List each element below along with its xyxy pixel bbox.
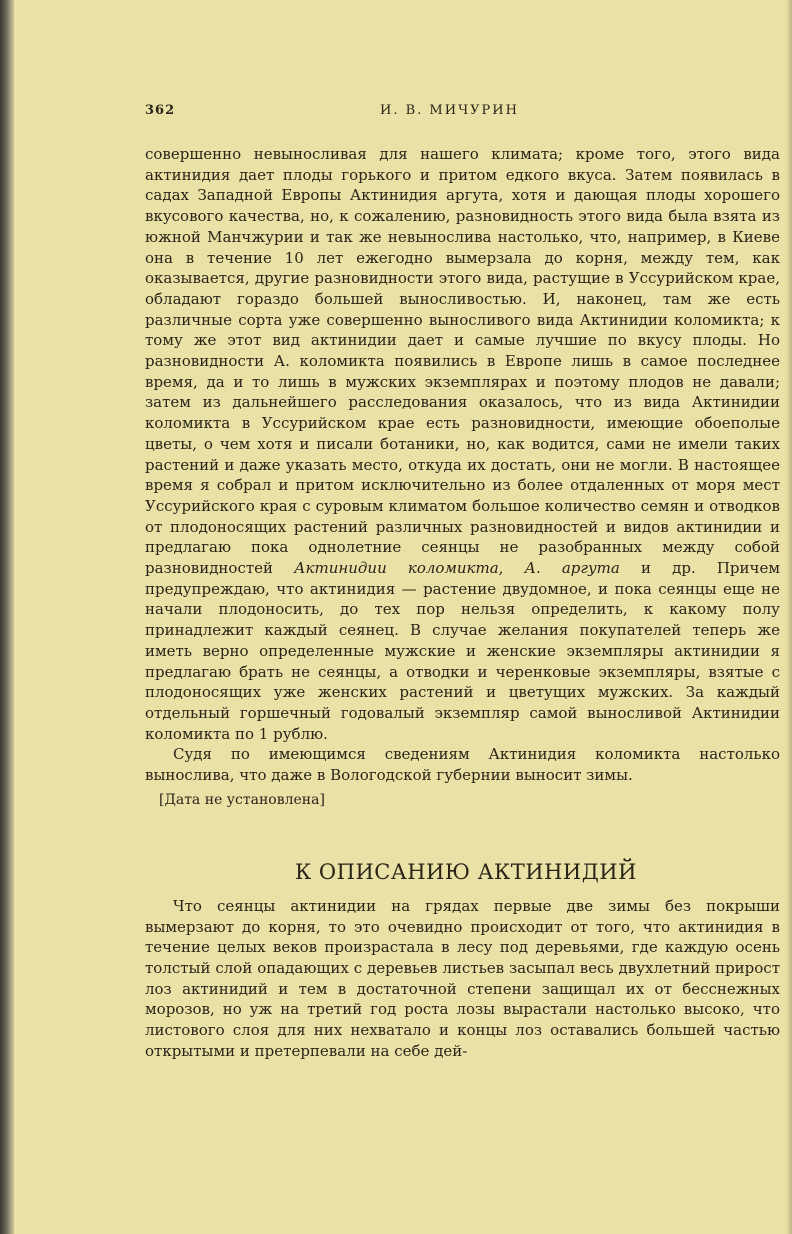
- main-text: [145, 144, 780, 786]
- paragraph-text: ,: [498, 559, 525, 578]
- paragraph: Судя по имеющимся сведениям Актинидия коломикта настолько вынослива, что даже в Вологодской губернии выносит зимы.: [145, 745, 780, 785]
- scan-page-edge: [786, 0, 792, 1234]
- italic-species-name: А. аргута: [524, 559, 620, 578]
- running-title: И. В. МИЧУРИН: [380, 103, 519, 118]
- running-head: [145, 100, 780, 124]
- paragraph-continued: [145, 144, 780, 744]
- section-title: К ОПИСАНИЮ АКТИНИДИЙ: [295, 859, 637, 884]
- date-note: [Дата не установлена]: [159, 791, 325, 808]
- page-number: 362: [145, 103, 176, 118]
- paragraph-text: и др. Причем предупреждаю, что актинидия — растение двудомное, и пока сеянцы еще не начали плодоносить, до тех пор нельзя определить, к какому полу принадлежит каждый сеянец. В случае желания покупателей теперь же иметь верно определенные мужские и женские экземпляры актинидии я предлагаю брать не сеянцы, а отводки и черенковые экземпляры, взятые с плодоносящих уже женских растений и цветущих мужских. За каждый отдельный горшечный годовалый экземпляр самой выносливой Актинидии коломикта по 1 рублю.: [145, 559, 780, 743]
- book-page: [145, 100, 780, 1061]
- paragraph-text: совершенно невыносливая для нашего климата; кроме того, этого вида актинидия дает плоды горького и притом едкого вкуса. Затем появилась в садах Западной Европы Актинидия аргута, хотя и дающая плоды хорошего вкусового качества, но, к сожалению, разновидность этого вида была взята из южной Манчжурии и так же невынослива настолько, что, например, в Киеве она в течение 10 лет ежегодно вымерзала до корня, между тем, как оказывается, другие разновидности этого вида, растущие в Уссурийском крае, обладают гораздо большей выносливостью. И, наконец, там же есть различные сорта уже совершенно выносливого вида Актинидии коломикта; к тому же этот вид актинидии дает и самые лучшие по вкусу плоды. Но разновидности А. коломикта появились в Европе лишь в самое последнее время, да и то лишь в мужских экземплярах и поэтому плодов не давали; затем из дальнейшего расследования оказалось, что из вида Актинидии коломикта в Уссурийском крае есть разновидности, имеющие обоеполые цветы, о чем хотя и писали ботаники, но, как водится, сами не имели таких растений и даже указать место, откуда их достать, они не могли. В настоящее время я собрал и притом исключительно из более отдаленных от моря мест Уссурийского края с суровым климатом большое количество семян и отводков от плодоносящих растений различных разновидностей и видов актинидии и предлагаю пока однолетние сеянцы не разобранных между собой разновидностей: [145, 145, 780, 578]
- section-text: [145, 896, 780, 1062]
- paragraph: Что сеянцы актинидии на грядах первые две зимы без покрыши вымерзают до корня, то это очевидно происходит от того, что актинидия в течение целых веков произрастала в лесу под деревьями, где каждую осень толстый слой опадающих с деревьев листьев засыпал весь двухлетний прирост лоз актинидий и тем в достаточной степени защищал их от бесснежных морозов, но уж на третий год роста лозы вырастали настолько высоко, что листового слоя для них нехватало и концы лоз оставались большей частью открытыми и претерпевали на себе дей-: [145, 896, 780, 1060]
- scan-binding-shadow: [0, 0, 14, 1234]
- italic-species-name: Актинидии коломикта: [294, 559, 499, 578]
